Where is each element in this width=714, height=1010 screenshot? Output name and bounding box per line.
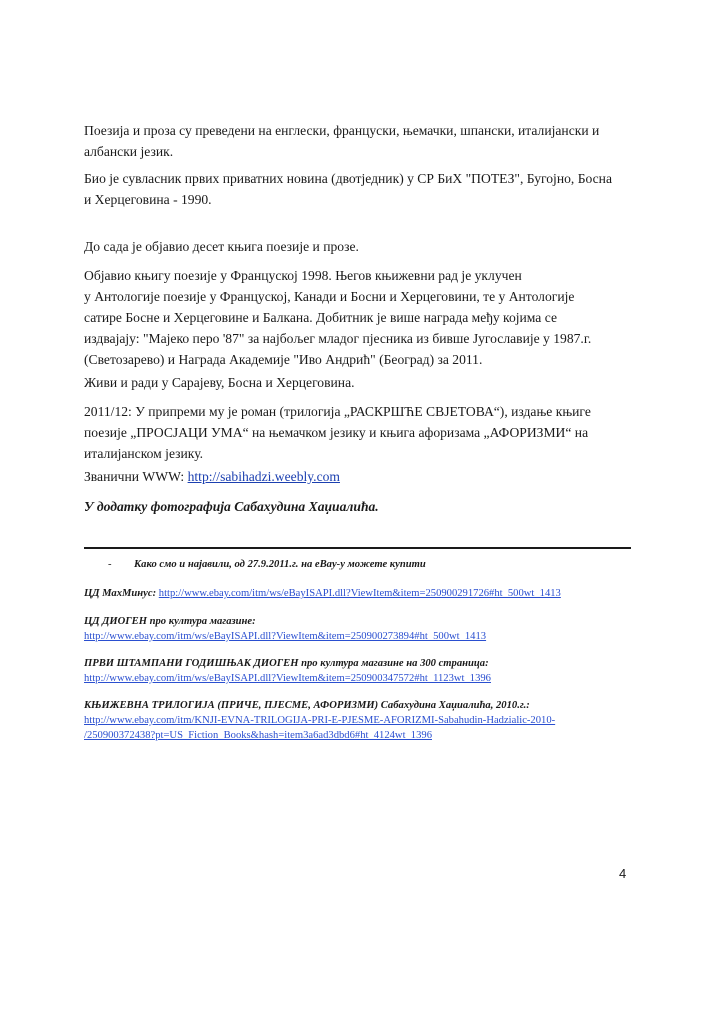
text-line: (Светозарево) и Награда Академије "Иво Андрић" (Београд) за 2011.	[84, 352, 483, 367]
text-line: До сада је објавио десет књига поезије и прозе.	[84, 239, 359, 254]
text-line: Објавио књигу поезије у Француској 1998. Његов књижевни рад је уклучен	[84, 268, 522, 283]
ebay-item-yearbook	[84, 656, 644, 686]
ebay-item-link[interactable]: http://www.ebay.com/itm/ws/eBayISAPI.dll?ViewItem&item=250900347572#ht_1123wt_1396	[84, 673, 491, 684]
page-number: 4	[619, 866, 627, 881]
paragraph-france	[84, 265, 644, 370]
text-line: сатире Босне и Херцеговине и Балкана. Добитник је више награда међу којима се	[84, 310, 557, 325]
text-line	[84, 586, 644, 601]
ebay-item-cd-diogen	[84, 614, 644, 644]
ebay-item-title: ЦД ДИОГЕН про култура магазине:	[84, 616, 256, 627]
ebay-item-link[interactable]: http://www.ebay.com/itm/ws/eBayISAPI.dll?ViewItem&item=250900291726#ht_500wt_1413	[158, 588, 561, 599]
ebay-item-link[interactable]: http://www.ebay.com/itm/ws/eBayISAPI.dll?ViewItem&item=250900273894#ht_500wt_1413	[84, 631, 487, 642]
ebay-intro	[108, 557, 426, 572]
text-line: У додатку фотографија Сабахудина Хаџиалића.	[84, 499, 379, 514]
paragraph-translations	[84, 120, 644, 162]
paragraph-books	[84, 236, 644, 257]
paragraph-coowner	[84, 168, 644, 210]
www-link[interactable]: http://sabihadzi.weebly.com	[187, 469, 340, 484]
paragraph-photo-note	[84, 496, 644, 517]
text-line: албански језик.	[84, 144, 174, 159]
ebay-item-title: КЊИЖЕВНА ТРИЛОГИЈА (ПРИЧЕ, ПЈЕСМЕ, АФОРИЗМИ) Сабахудина Хаџиалића, 2010.г.:	[84, 700, 530, 711]
ebay-intro-text: Како смо и најавили, од 27.9.2011.г. на еBay-у можете купити	[134, 559, 426, 570]
ebay-item-title: ПРВИ ШТАМПАНИ ГОДИШЊАК ДИОГЕН про култура магазине на 300 страница:	[84, 658, 489, 669]
text-line: издвајају: "Мајеко перо '87" за најбољег младог пјесника из бивше Југославије у 1987.г.	[84, 331, 592, 346]
text-line: у Антологије поезије у Француској, Канади и Босни и Херцеговини, те у Антологије	[84, 289, 575, 304]
paragraph-lives	[84, 372, 644, 393]
text-line: Био је сувласник првих приватних новина (двотједник) у СР БиХ "ПОТЕЗ", Бугојно, Босна	[84, 171, 612, 186]
paragraph-plans	[84, 401, 644, 464]
text-line: и Херцеговина - 1990.	[84, 192, 212, 207]
horizontal-rule	[84, 547, 631, 549]
ebay-item-link[interactable]: http://www.ebay.com/itm/KNJI-EVNA-TRILOGIJA-PRI-E-PJESME-AFORIZMI-Sabahudin-Hadzialic-2010-	[84, 715, 556, 726]
text-line: 2011/12: У припреми му је роман (трилогија „РАСКРШЋЕ СВЈЕТОВА“), издање књиге	[84, 404, 591, 419]
text-line: поезије „ПРОСЈАЦИ УМА“ на њемачком језику и књига афоризама „АФОРИЗМИ“ на	[84, 425, 589, 440]
text-line: италијанском језику.	[84, 446, 204, 461]
bullet-dash: -	[108, 559, 112, 570]
text-line	[84, 466, 644, 487]
paragraph-www	[84, 466, 644, 487]
www-label: Званични WWW:	[84, 469, 188, 484]
ebay-item-link-continued[interactable]: /250900372438?pt=US_Fiction_Books&hash=item3a6ad3dbd6#ht_4124wt_1396	[84, 730, 432, 741]
text-line: Поезија и проза су преведени на енглески, француски, њемачки, шпански, италијански и	[84, 123, 600, 138]
ebay-item-trilogy	[84, 698, 644, 743]
ebay-item-title: ЦД МахМинус:	[84, 588, 159, 599]
ebay-item-cd-mahminus	[84, 586, 644, 601]
text-line: Живи и ради у Сарајеву, Босна и Херцеговина.	[84, 375, 355, 390]
